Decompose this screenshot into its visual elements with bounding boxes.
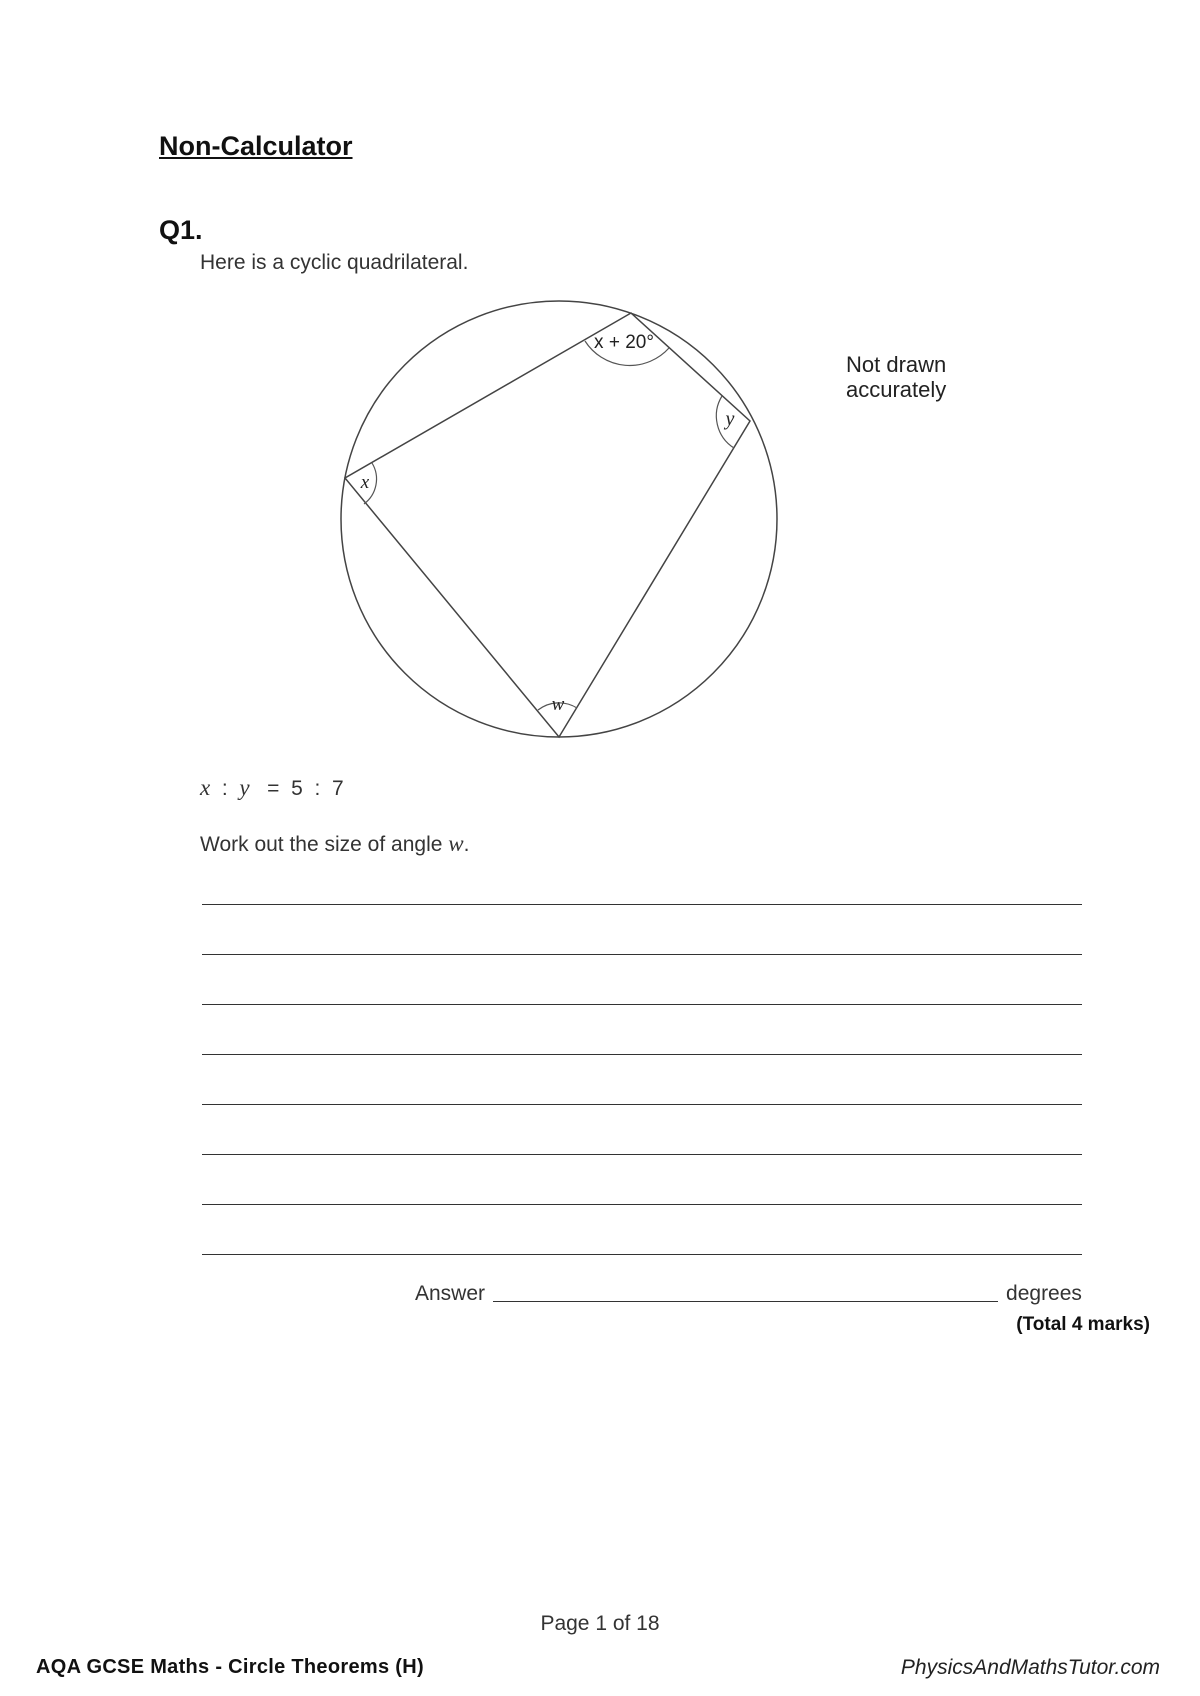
angle-label-bottom: w (551, 694, 565, 715)
question-intro: Here is a cyclic quadrilateral. (200, 251, 469, 274)
total-marks: (Total 4 marks) (1016, 1314, 1150, 1335)
instruction-text: Work out the size of angle (200, 833, 443, 856)
working-line[interactable] (202, 1054, 1082, 1055)
ratio-equals: = (267, 777, 280, 800)
footer-site: PhysicsAndMathsTutor.com (900, 1656, 1160, 1679)
working-line[interactable] (202, 1154, 1082, 1155)
angle-label-left: x (360, 472, 370, 493)
not-drawn-note (846, 352, 946, 402)
working-line[interactable] (202, 954, 1082, 955)
question-instruction (200, 831, 469, 857)
answer-unit: degrees (1006, 1282, 1082, 1305)
ratio-var-y: y (239, 775, 250, 800)
section-title: Non-Calculator (159, 131, 353, 161)
angle-label-right: y (725, 408, 735, 430)
ratio-colon: : (221, 777, 228, 800)
working-line[interactable] (202, 1204, 1082, 1205)
note-line-1: Not drawn (846, 352, 947, 377)
ratio-var-x: x (200, 775, 211, 800)
note-line-2: accurately (846, 377, 947, 402)
cyclic-quadrilateral-diagram (330, 290, 790, 750)
angle-label-top: x + 20° (594, 332, 654, 353)
answer-row (415, 1282, 1082, 1306)
working-line[interactable] (202, 1104, 1082, 1105)
instruction-var: w (448, 831, 464, 856)
ratio-statement (200, 775, 344, 801)
working-line[interactable] (202, 1254, 1082, 1255)
page-number: Page 1 of 18 (540, 1612, 660, 1635)
working-line[interactable] (202, 904, 1082, 905)
circle (341, 301, 777, 737)
instruction-end: . (463, 833, 470, 856)
footer-title: AQA GCSE Maths - Circle Theorems (H) (36, 1656, 424, 1678)
working-line[interactable] (202, 1004, 1082, 1005)
answer-field[interactable] (493, 1300, 998, 1302)
question-number: Q1. (159, 215, 203, 245)
ratio-value-1: 5 (291, 777, 303, 800)
ratio-value-2: 7 (331, 777, 344, 800)
ratio-colon-2: : (314, 777, 321, 800)
answer-label: Answer (415, 1282, 486, 1305)
